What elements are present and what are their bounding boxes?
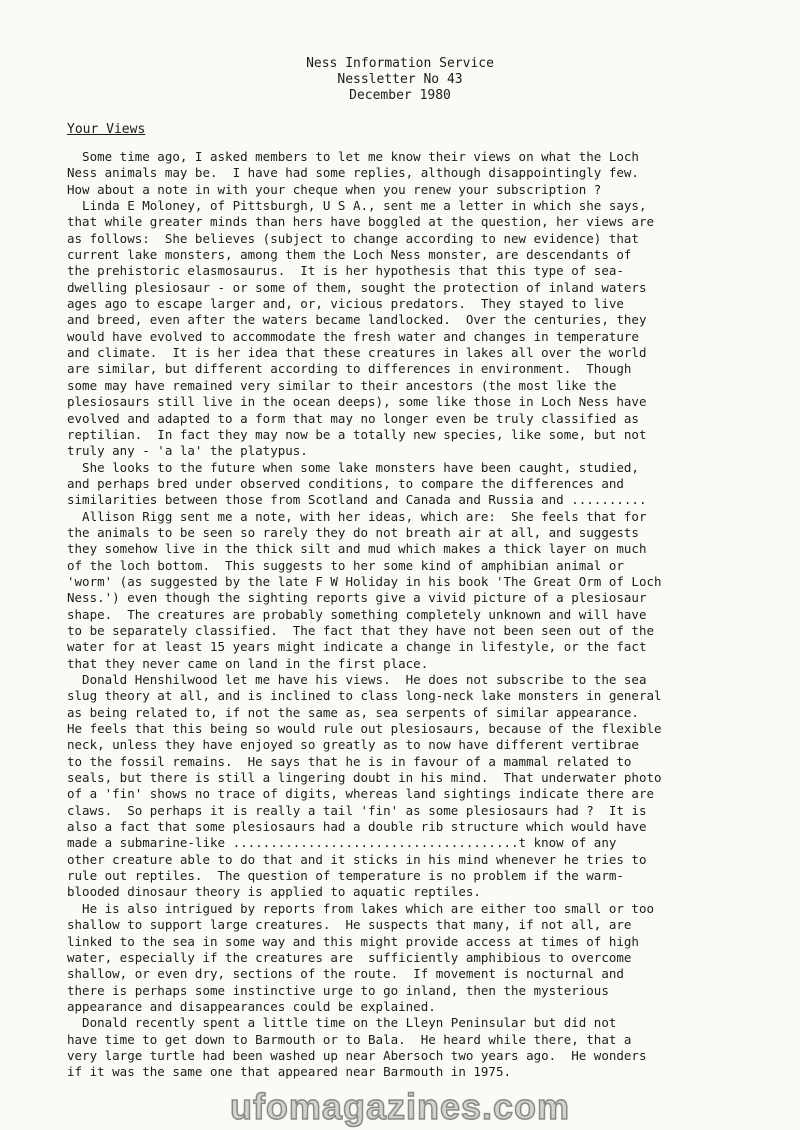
text-line: they somehow live in the thick silt and mud which makes a thick layer on much	[67, 541, 647, 557]
text-line: shape. The creatures are probably something completely unknown and will have	[67, 606, 647, 622]
text-line: seals, but there is still a lingering doubt in his mind. That underwater photo	[67, 770, 662, 786]
text-line: as follows: She believes (subject to change according to new evidence) that	[67, 230, 639, 246]
text-line: that while greater minds than hers have boggled at the question, her views are	[67, 214, 654, 230]
text-line: have time to get down to Barmouth or to Bala. He heard while there, that a	[67, 1031, 632, 1047]
text-line: Some time ago, I asked members to let me know their views on what the Loch	[67, 149, 639, 164]
text-line: claws. So perhaps it is really a tail 'fin' as some plesiosaurs had ? It is	[67, 802, 647, 818]
text-line: the animals to be seen so rarely they do not breath air at all, and suggests	[67, 524, 639, 540]
text-line: shallow, or even dry, sections of the route. If movement is nocturnal and	[67, 966, 624, 982]
text-line: Ness.') even though the sighting reports give a vivid picture of a plesiosaur	[67, 590, 647, 606]
text-line: ages ago to escape larger and, or, vicious predators. They stayed to live	[67, 296, 624, 312]
text-line: would have evolved to accommodate the fresh water and changes in temperature	[67, 328, 639, 344]
text-line: She looks to the future when some lake monsters have been caught, studied,	[67, 459, 639, 475]
text-line: water, especially if the creatures are sufficiently amphibious to overcome	[67, 949, 632, 965]
text-line: appearance and disappearances could be explained.	[67, 998, 436, 1014]
text-line: and breed, even after the waters became landlocked. Over the centuries, they	[67, 312, 647, 328]
header-issue-number: Nessletter No 43	[337, 72, 463, 87]
text-line: He is also intrigued by reports from lakes which are either too small or too	[67, 900, 654, 916]
text-line: Linda E Moloney, of Pittsburgh, U S A., sent me a letter in which she says,	[67, 198, 647, 214]
text-line: very large turtle had been washed up near Abersoch two years ago. He wonders	[67, 1047, 647, 1063]
text-line: that they never came on land in the first place.	[67, 655, 429, 671]
text-line: if it was the same one that appeared near Barmouth in 1975.	[67, 1064, 512, 1080]
text-line: 'worm' (as suggested by the late F W Holiday in his book 'The Great Orm of Loch	[67, 573, 662, 589]
text-line: He feels that this being so would rule out plesiosaurs, because of the flexible	[67, 721, 662, 737]
text-line: current lake monsters, among them the Loch Ness monster, are descendants of	[67, 247, 632, 263]
text-line: and climate. It is her idea that these creatures in lakes all over the world	[67, 345, 647, 361]
text-line: of the loch bottom. This suggests to her some kind of amphibian animal or	[67, 557, 624, 573]
text-line: neck, unless they have enjoyed so greatly as to now have different vertibrae	[67, 737, 639, 753]
header-service-name: Ness Information Service	[306, 56, 494, 71]
text-line: of a 'fin' shows no trace of digits, whereas land sightings indicate there are	[67, 786, 654, 802]
document-body	[67, 149, 707, 1081]
text-line: shallow to support large creatures. He suspects that many, if not all, are	[67, 917, 632, 933]
text-line: How about a note in with your cheque when you renew your subscription ?	[67, 181, 602, 197]
text-line: Ness animals may be. I have had some replies, although disappointingly few.	[67, 165, 639, 181]
newsletter-header	[0, 56, 800, 104]
text-line: the prehistoric elasmosaurus. It is her hypothesis that this type of sea-	[67, 263, 624, 279]
text-line: rule out reptiles. The question of temperature is no problem if the warm-	[67, 868, 624, 884]
text-line: to be separately classified. The fact that they have not been seen out of the	[67, 622, 654, 638]
text-line: also a fact that some plesiosaurs had a double rib structure which would have	[67, 819, 647, 835]
header-date: December 1980	[349, 88, 451, 103]
text-line: are similar, but different according to differences in environment. Though	[67, 361, 632, 377]
text-line: as being related to, if not the same as, sea serpents of similar appearance.	[67, 704, 639, 720]
text-line: Donald recently spent a little time on the Lleyn Peninsular but did not	[67, 1015, 617, 1031]
text-line: Donald Henshilwood let me have his views. He does not subscribe to the sea	[67, 672, 647, 687]
section-heading: Your Views	[67, 122, 146, 137]
text-line: similarities between those from Scotland and Canada and Russia and ..........	[67, 492, 647, 508]
text-line: slug theory at all, and is inclined to class long-neck lake monsters in general	[67, 688, 662, 704]
text-line: blooded dinosaur theory is applied to aquatic reptiles.	[67, 884, 481, 900]
text-line: truly any - 'a la' the platypus.	[67, 443, 308, 459]
text-line: dwelling plesiosaur - or some of them, sought the protection of inland waters	[67, 279, 647, 295]
text-line: and perhaps bred under observed conditions, to compare the differences and	[67, 475, 624, 491]
text-line: linked to the sea in some way and this might provide access at times of high	[67, 933, 639, 949]
text-line: Allison Rigg sent me a note, with her ideas, which are: She feels that for	[67, 508, 647, 524]
text-line: evolved and adapted to a form that may no longer even be truly classified as	[67, 410, 639, 426]
text-line: to the fossil remains. He says that he is in favour of a mammal related to	[67, 753, 632, 769]
text-line: plesiosaurs still live in the ocean deeps), some like those in Loch Ness have	[67, 394, 647, 410]
text-line: some may have remained very similar to their ancestors (the most like the	[67, 377, 617, 393]
text-line: water for at least 15 years might indicate a change in lifestyle, or the fact	[67, 639, 647, 655]
text-line: reptilian. In fact they may now be a totally new species, like some, but not	[67, 426, 647, 442]
text-line: other creature able to do that and it sticks in his mind whenever he tries to	[67, 851, 647, 867]
text-line: made a submarine-like ......................................t know of any	[67, 835, 617, 851]
text-line: there is perhaps some instinctive urge to go inland, then the mysterious	[67, 982, 609, 998]
watermark-logo: ufomagazines.com	[229, 1086, 571, 1127]
